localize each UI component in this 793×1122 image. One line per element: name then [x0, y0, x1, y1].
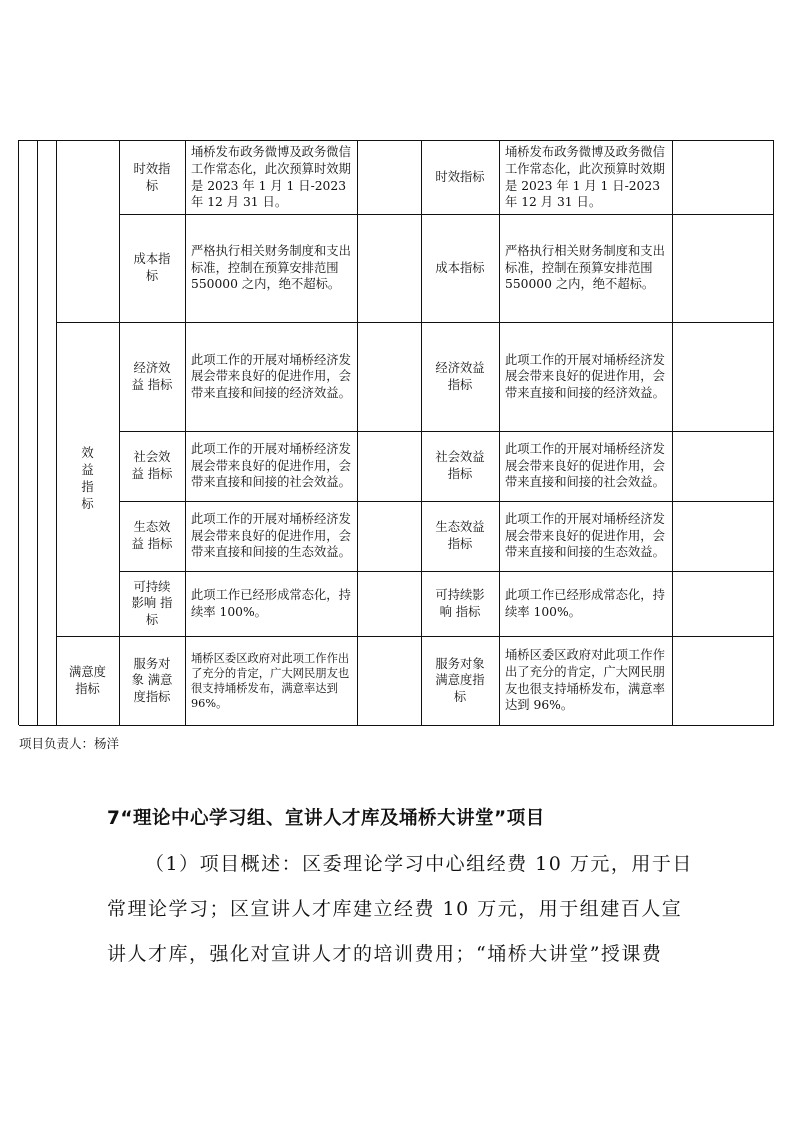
indicator-label-right: 时效指标 [435, 170, 485, 185]
indicator-label-left: 社会效 益 指标 [131, 450, 173, 481]
section-body [107, 842, 707, 977]
project-lead-note: 项目负责人：杨洋 [19, 736, 120, 751]
indicator-value-right: 此项工作的开展对埇桥经济发展会带来良好的促进作用，会带来直接和间接的生态效益。 [505, 512, 665, 560]
table-col-line [773, 141, 774, 726]
indicator-value-left: 严格执行相关财务制度和支出标准，控制在预算安排范围 550000 之内，绝不超标。 [191, 244, 351, 292]
indicator-value-right: 埇桥发布政务微博及政务微信工作常态化，此次预算时效期是 2023 年 1 月 1 日-2023 年 12 月 31 日。 [505, 145, 665, 210]
indicator-label-left: 经济效 益 指标 [131, 360, 173, 392]
table-col-line [357, 141, 358, 726]
indicator-label-right: 可持续影 响 指标 [435, 587, 485, 619]
group-satisfaction-label: 满意度指标 [69, 664, 106, 696]
indicator-value-left: 此项工作的开展对埇桥经济发展会带来良好的促进作用，会带来直接和间接的生态效益。 [191, 512, 351, 560]
group-benefit-label: 效益指标 [81, 446, 94, 511]
indicator-value-right: 严格执行相关财务制度和支出标准，控制在预算安排范围 550000 之内，绝不超标。 [505, 244, 665, 292]
paragraph-line: 常理论学习；区宣讲人才库建立经费 10 万元，用于组建百人宣 [107, 898, 683, 920]
indicator-value-left: 此项工作已经形成常态化，持续率 100%。 [191, 587, 351, 619]
indicator-label-left: 生态效 益 指标 [131, 520, 173, 551]
indicator-value-right: 埇桥区委区政府对此项工作作出了充分的肯定，广大网民朋友也很支持埇桥发布，满意率达到 96%。 [505, 648, 665, 713]
indicator-label-right: 社会效益 指标 [435, 450, 485, 481]
indicator-label-right: 生态效益 指标 [435, 520, 485, 551]
indicator-value-left: 埇桥发布政务微博及政务微信工作常态化，此次预算时效期是 2023 年 1 月 1 日-2023 年 12 月 31 日。 [191, 145, 351, 210]
table-row-line [19, 725, 774, 726]
performance-indicator-table [18, 140, 774, 725]
indicator-value-left: 此项工作的开展对埇桥经济发展会带来良好的促进作用，会带来直接和间接的社会效益。 [191, 442, 351, 490]
indicator-label-right: 服务对象 满意度指 标 [435, 656, 485, 704]
indicator-label-left: 可持续 影响 指 标 [131, 579, 173, 627]
indicator-label-left: 服务对 象 满意 度指标 [131, 656, 173, 704]
indicator-value-left: 此项工作的开展对埇桥经济发展会带来良好的促进作用，会带来直接和间接的经济效益。 [191, 352, 351, 400]
indicator-value-right: 此项工作已经形成常态化，持续率 100%。 [505, 587, 665, 619]
indicator-label-right: 成本指标 [435, 260, 485, 275]
indicator-value-right: 此项工作的开展对埇桥经济发展会带来良好的促进作用，会带来直接和间接的社会效益。 [505, 442, 665, 490]
table-col-line [672, 141, 673, 726]
indicator-label-right: 经济效益 指标 [435, 360, 485, 392]
indicator-label-left: 成本指 标 [133, 252, 171, 283]
indicator-value-left: 埇桥区委区政府对此项工作作出了充分的肯定，广大网民朋友也很支持埇桥发布，满意率达到 96%。 [191, 651, 350, 710]
indicator-value-right: 此项工作的开展对埇桥经济发展会带来良好的促进作用，会带来直接和间接的经济效益。 [505, 352, 665, 400]
paragraph-line: （1）项目概述：区委理论学习中心组经费 10 万元，用于日 [145, 853, 693, 875]
indicator-label-left: 时效指 标 [133, 161, 171, 193]
section-heading: 7“理论中心学习组、宣讲人才库及埇桥大讲堂”项目 [107, 808, 545, 829]
table-col-line [37, 141, 38, 726]
paragraph-line: 讲人才库，强化对宣讲人才的培训费用；“埇桥大讲堂”授课费 [107, 943, 663, 965]
